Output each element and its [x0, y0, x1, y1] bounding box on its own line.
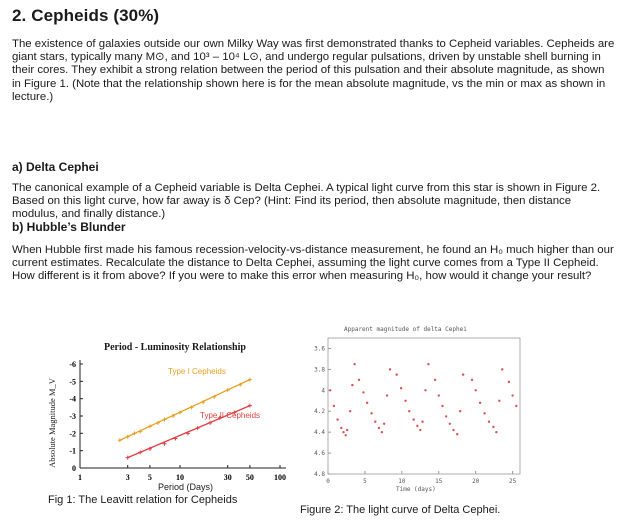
light-curve-point: [492, 426, 494, 428]
type2-label: Type II Cepheids: [200, 411, 261, 420]
light-curve-point: [374, 420, 376, 422]
fig1-y-tick-label: -5: [69, 377, 76, 387]
fig2-x-tick-label: 15: [435, 478, 443, 485]
fig1-y-tick-label: -6: [69, 360, 76, 369]
light-curve-point: [395, 373, 397, 375]
light-curve-point: [408, 410, 410, 412]
fig2-y-tick-label: 4.4: [314, 429, 325, 437]
light-curve-point: [452, 429, 454, 431]
fig1-y-tick-label: -2: [69, 429, 76, 439]
light-curve-chart: [308, 322, 528, 502]
light-curve-point: [381, 431, 383, 433]
fig2-x-tick-label: 20: [472, 478, 480, 485]
fig2-y-tick-label: 3.6: [314, 345, 325, 353]
section-b-heading: b) Hubble’s Blunder: [12, 220, 126, 234]
light-curve-point: [366, 402, 368, 404]
fig1-x-tick-label: 5: [147, 473, 152, 482]
light-curve-point: [438, 394, 440, 396]
light-curve-point: [488, 420, 490, 422]
light-curve-point: [479, 402, 481, 404]
fig1-y-tick-label: -4: [69, 394, 76, 404]
fig2-y-tick-label: 4.2: [314, 408, 325, 416]
fig1-x-tick-label: 10: [176, 473, 184, 482]
fig2-y-tick-label: 4.6: [314, 450, 325, 458]
light-curve-point: [474, 389, 476, 391]
light-curve-point: [511, 394, 513, 396]
light-curve-point: [441, 405, 443, 407]
fig1-y-axis-label: Absolute Magnitude M_V: [47, 378, 57, 468]
light-curve-point: [389, 368, 391, 370]
fig2-y-tick-label: 4.8: [314, 471, 325, 478]
light-curve-point: [449, 423, 451, 425]
light-curve-point: [508, 381, 510, 383]
light-curve-point: [404, 400, 406, 402]
light-curve-point: [345, 434, 347, 436]
page-title: 2. Cepheids (30%): [12, 6, 160, 25]
light-curve-point: [412, 418, 414, 420]
intro-paragraph: The existence of galaxies outside our own Milky Way was first demonstrated thanks to Cepheid variables. Cepheids are giant stars, typically many M⊙, and 10³ – 10⁴ L⊙, and undergo regular pulsations, driven by unstable shell burning in their cores. They exhibit a strong relation between the period of this pulsation and their absolute magnitude, as shown in Figure 1. (Note that the relationship shown here is for the mean absolute magnitude, vs the min or max as shown in lecture.): [12, 38, 615, 103]
fig2-x-tick-label: 25: [508, 478, 517, 485]
light-curve-point: [501, 368, 503, 370]
light-curve-point: [333, 405, 335, 407]
fig1-x-axis-label: Period (Days): [158, 482, 214, 492]
fig1-y-tick-label: 0: [72, 464, 76, 473]
light-curve-point: [358, 379, 360, 381]
light-curve-point: [483, 412, 485, 414]
light-curve-point: [445, 415, 447, 417]
type1-point: [248, 378, 252, 382]
light-curve-point: [456, 433, 458, 435]
light-curve-point: [329, 389, 331, 391]
fig1-chart-title: Period - Luminosity Relationship: [104, 342, 246, 353]
fig1-x-tick-label: 100: [274, 473, 286, 482]
light-curve-point: [353, 363, 355, 365]
fig2-plot-frame: [328, 338, 520, 474]
fig1-y-tick-label: -3: [69, 412, 76, 421]
figure-1: [40, 334, 302, 514]
fig2-caption: Figure 2: The light curve of Delta Cephei.: [300, 504, 501, 516]
light-curve-point: [349, 410, 351, 412]
light-curve-point: [515, 405, 517, 407]
figure-2: [300, 322, 528, 518]
leavitt-chart: [40, 334, 302, 494]
light-curve-point: [362, 391, 364, 393]
section-a-text: The canonical example of a Cepheid variable is Delta Cephei. A typical light curve from this star is shown in Figure 2. Based on this light curve, how far away is δ Cep? (Hint: Find its period, then absolute magnitude, then distance modulus, and finally distance.): [12, 182, 601, 221]
light-curve-point: [386, 394, 388, 396]
light-curve-point: [462, 373, 464, 375]
light-curve-point: [351, 384, 353, 386]
section-b-text: When Hubble first made his famous recession-velocity-vs-distance measurement, he found an H₀ much higher than our current estimates. Recalculate the distance to Delta Cephei, assuming the light curve comes from a Type II Cepheid. How different is it from above? If you were to make this error when measuring H₀, how would it change your result?: [12, 244, 614, 283]
light-curve-point: [416, 425, 418, 427]
light-curve-point: [340, 427, 342, 429]
fig2-y-tick-label: 4: [321, 387, 325, 395]
fig1-x-tick-label: 50: [245, 473, 254, 482]
fig2-x-axis-label: Time (days): [396, 486, 436, 493]
section-a-heading: a) Delta Cephei: [12, 160, 99, 174]
light-curve-point: [495, 431, 497, 433]
light-curve-point: [378, 427, 380, 429]
fig2-x-tick-label: 5: [363, 478, 367, 485]
light-curve-point: [427, 363, 429, 365]
light-curve-point: [370, 412, 372, 414]
light-curve-point: [419, 429, 421, 431]
type1-point: [118, 438, 122, 442]
fig1-y-tick-label: -1: [69, 446, 76, 456]
light-curve-point: [459, 410, 461, 412]
light-curve-point: [336, 418, 338, 420]
fig1-x-tick-label: 3: [125, 473, 130, 482]
type1-label: Type I Cepheids: [168, 367, 226, 376]
type2-point: [248, 404, 252, 408]
fig2-x-tick-label: 10: [398, 478, 406, 485]
fig1-x-tick-label: 30: [223, 473, 232, 482]
light-curve-point: [346, 429, 348, 431]
light-curve-point: [424, 389, 426, 391]
type2-point: [126, 456, 130, 460]
fig2-chart-title: Apparent magnitude of delta Cephei: [344, 326, 467, 333]
light-curve-point: [434, 379, 436, 381]
fig1-caption: Fig 1: The Leavitt relation for Cepheids: [48, 494, 238, 506]
light-curve-point: [471, 379, 473, 381]
light-curve-point: [400, 387, 402, 389]
light-curve-point: [498, 400, 500, 402]
light-curve-point: [421, 420, 423, 422]
fig1-x-tick-label: 1: [78, 473, 82, 482]
fig2-y-tick-label: 3.8: [314, 366, 325, 374]
light-curve-point: [342, 431, 344, 433]
light-curve-point: [383, 423, 385, 425]
fig2-x-tick-label: 0: [326, 478, 330, 485]
